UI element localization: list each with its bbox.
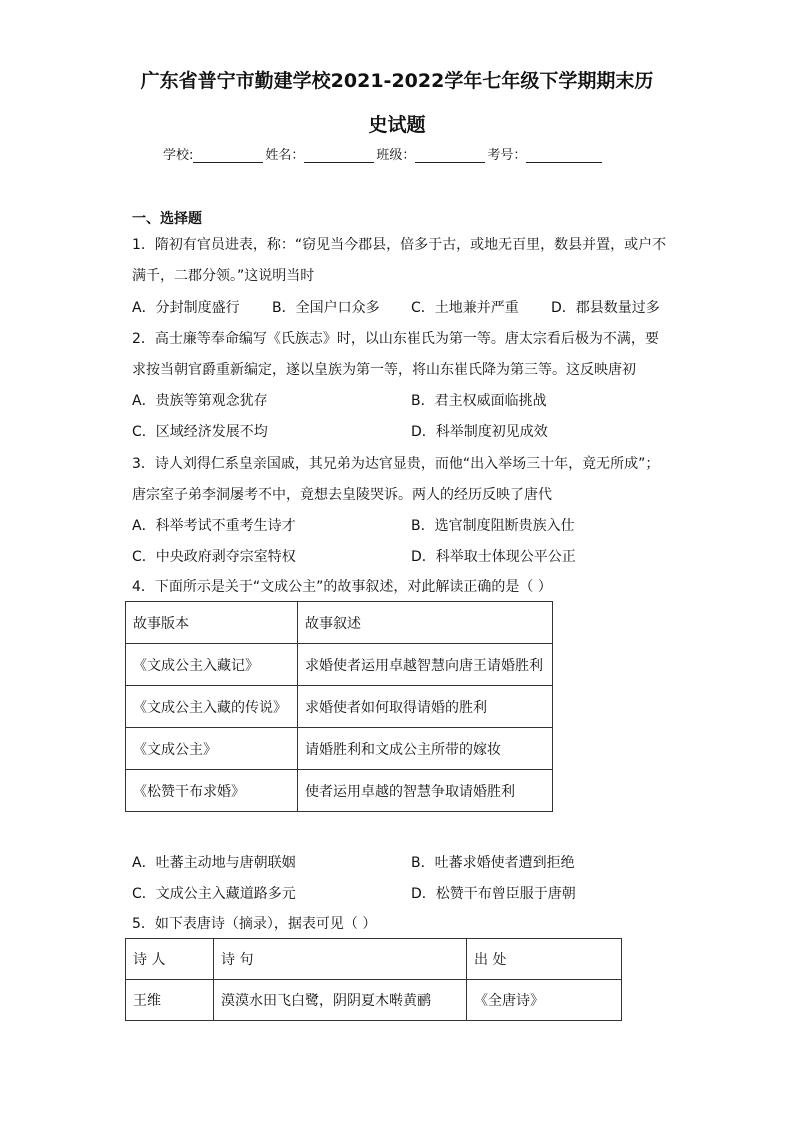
table-row bbox=[126, 686, 553, 728]
q4-table bbox=[125, 601, 553, 812]
table-header-cell: 出 处 bbox=[467, 939, 622, 980]
table-header-cell: 诗 人 bbox=[126, 939, 214, 980]
school-label: 学校: bbox=[163, 148, 194, 163]
class-blank[interactable] bbox=[415, 148, 485, 163]
q4-option-c: C．文成公主入藏道路多元 bbox=[132, 886, 296, 902]
q3-option-a: A．科举考试不重考生诗才 bbox=[132, 518, 296, 534]
q2-option-b: B．君主权威面临挑战 bbox=[411, 393, 547, 409]
table-row bbox=[126, 770, 553, 812]
q5-table bbox=[125, 938, 622, 1021]
table-cell: 求婚使者如何取得请婚的胜利 bbox=[298, 686, 553, 728]
section-heading: 一、选择题 bbox=[132, 211, 202, 227]
q4-stem: 4．下面所示是关于“文成公主”的故事叙述，对此解读正确的是（ ） bbox=[132, 579, 552, 595]
table-row bbox=[126, 644, 553, 686]
q4-option-d: D．松赞干布曾臣服于唐朝 bbox=[411, 886, 576, 902]
table-header-cell: 故事叙述 bbox=[298, 602, 553, 644]
q3-stem-line2: 唐宗室子弟李洞屡考不中，竟想去皇陵哭诉。两人的经历反映了唐代 bbox=[132, 487, 552, 503]
q1-option-a: A．分封制度盛行 bbox=[132, 300, 240, 316]
table-row bbox=[126, 980, 622, 1021]
name-blank[interactable] bbox=[304, 148, 374, 163]
student-info-row bbox=[163, 144, 604, 163]
table-cell: 求婚使者运用卓越智慧向唐王请婚胜利 bbox=[298, 644, 553, 686]
q4-option-a: A．吐蕃主动地与唐朝联姻 bbox=[132, 855, 296, 871]
class-label: 班级： bbox=[376, 148, 416, 163]
table-cell: 《文成公主入藏记》 bbox=[126, 644, 298, 686]
table-cell: 《文成公主入藏的传说》 bbox=[126, 686, 298, 728]
q1-option-d: D．郡县数量过多 bbox=[551, 300, 660, 316]
table-header-cell: 诗 句 bbox=[214, 939, 467, 980]
table-cell: 漠漠水田飞白鹭，阴阴夏木啭黄鹂 bbox=[214, 980, 467, 1021]
q4-option-b: B．吐蕃求婚使者遭到拒绝 bbox=[411, 855, 575, 871]
name-label: 姓名： bbox=[265, 148, 305, 163]
table-header-row bbox=[126, 939, 622, 980]
q2-stem-line1: 2．高士廉等奉命编写《氏族志》时，以山东崔氏为第一等。唐太宗看后极为不满，要 bbox=[132, 331, 659, 347]
q2-option-c: C．区域经济发展不均 bbox=[132, 424, 268, 440]
school-blank[interactable] bbox=[193, 148, 263, 163]
number-blank[interactable] bbox=[526, 148, 602, 163]
exam-title-line2: 史试题 bbox=[368, 114, 426, 136]
q2-stem-line2: 求按当朝官爵重新编定，遂以皇族为第一等，将山东崔氏降为第三等。这反映唐初 bbox=[132, 362, 636, 378]
q1-option-b: B．全国户口众多 bbox=[272, 300, 380, 316]
q1-option-c: C．土地兼并严重 bbox=[411, 300, 519, 316]
q3-option-b: B．选官制度阻断贵族入仕 bbox=[411, 518, 575, 534]
table-header-row bbox=[126, 602, 553, 644]
q1-stem-line1: 1．隋初有官员进表，称：“窃见当今郡县，倍多于古，或地无百里，数县并置，或户不 bbox=[132, 237, 667, 253]
table-cell: 《松赞干布求婚》 bbox=[126, 770, 298, 812]
table-cell: 使者运用卓越的智慧争取请婚胜利 bbox=[298, 770, 553, 812]
table-cell: 《文成公主》 bbox=[126, 728, 298, 770]
number-label: 考号： bbox=[487, 148, 527, 163]
table-cell: 王维 bbox=[126, 980, 214, 1021]
table-cell: 请婚胜利和文成公主所带的嫁妆 bbox=[298, 728, 553, 770]
q1-stem-line2: 满千，二郡分领。”这说明当时 bbox=[132, 268, 315, 284]
q2-option-d: D．科举制度初见成效 bbox=[411, 424, 548, 440]
q3-option-c: C．中央政府剥夺宗室特权 bbox=[132, 549, 296, 565]
table-header-cell: 故事版本 bbox=[126, 602, 298, 644]
q3-stem-line1: 3．诗人刘得仁系皇亲国戚，其兄弟为达官显贵，而他“出入举场三十年，竟无所成”； bbox=[132, 456, 660, 472]
table-cell: 《全唐诗》 bbox=[467, 980, 622, 1021]
q2-option-a: A．贵族等第观念犹存 bbox=[132, 393, 268, 409]
q3-option-d: D．科举取士体现公平公正 bbox=[411, 549, 576, 565]
q5-stem: 5．如下表唐诗（摘录），据表可见（ ） bbox=[132, 916, 377, 932]
table-row bbox=[126, 728, 553, 770]
exam-title-line1: 广东省普宁市勤建学校2021-2022学年七年级下学期期末历 bbox=[140, 70, 654, 92]
